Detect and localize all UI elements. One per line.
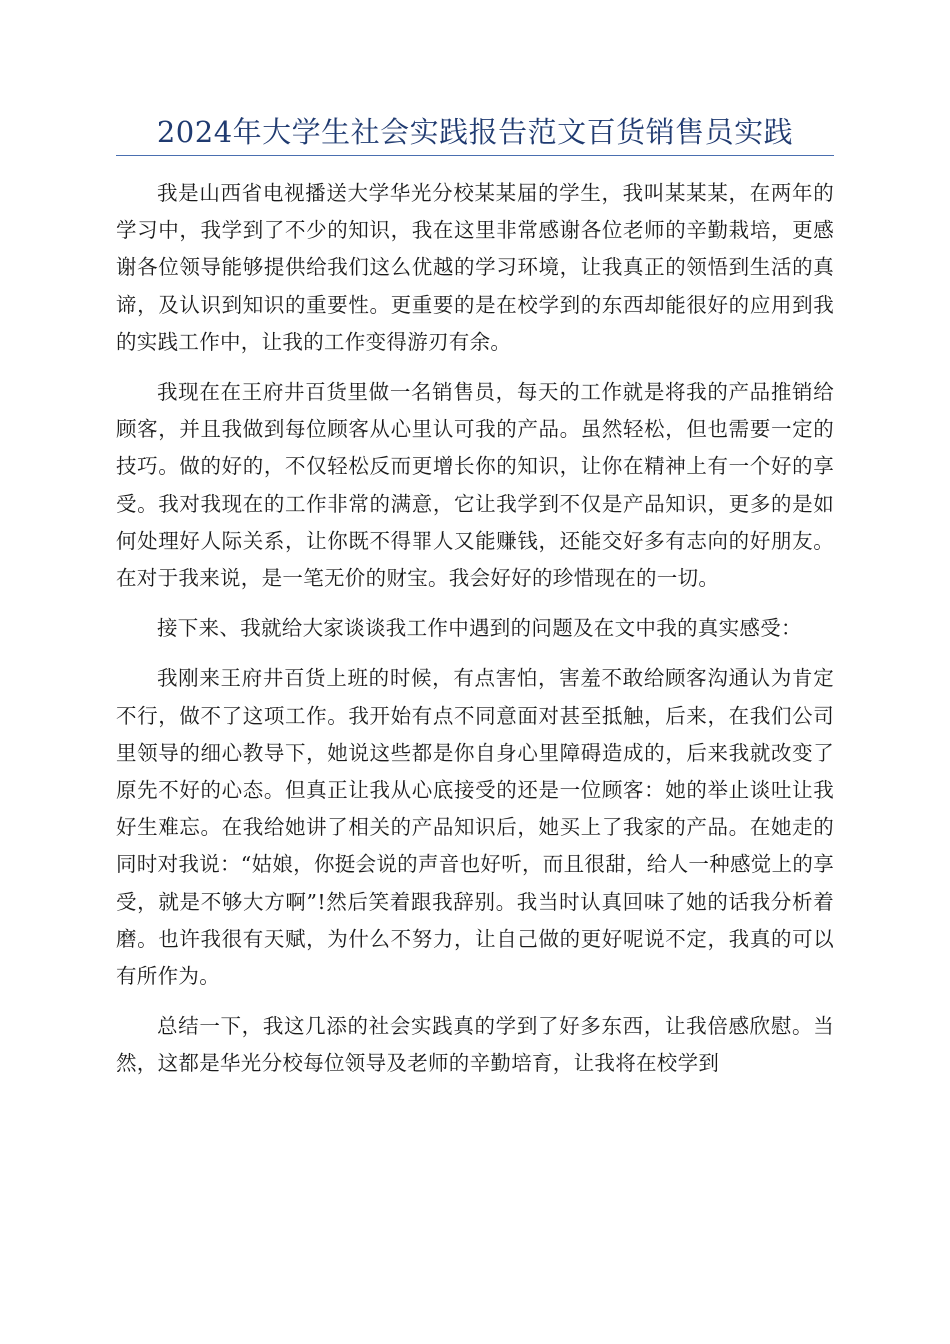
paragraph-1: 我是山西省电视播送大学华光分校某某届的学生，我叫某某某，在两年的学习中，我学到了不少的知识，我在这里非常感谢各位老师的辛勤栽培，更感谢各位领导能够提供给我们这么优越的学习环境，让我真正的领悟到生活的真谛，及认识到知识的重要性。更重要的是在校学到的东西却能很好的应用到我的实践工作中，让我的工作变得游刃有余。: [116, 181, 834, 354]
document-body: [116, 175, 834, 1096]
document-title: 2024年大学生社会实践报告范文百货销售员实践: [156, 115, 794, 149]
paragraph-3: 接下来、我就给大家谈谈我工作中遇到的问题及在文中我的真实感受：: [157, 616, 802, 641]
paragraph-2: 我现在在王府井百货里做一名销售员，每天的工作就是将我的产品推销给顾客，并且我做到每位顾客从心里认可我的产品。虽然轻松，但也需要一定的技巧。做的好的，不仅轻松反而更增长你的知识，让你在精神上有一个好的享受。我对我现在的工作非常的满意，它让我学到不仅是产品知识，更多的是如何处理好人际关系，让你既不得罪人又能赚钱，还能交好多有志向的好朋友。在对于我来说，是一笔无价的财宝。我会好好的珍惜现在的一切。: [116, 380, 834, 591]
title-underline: [116, 155, 834, 156]
paragraph-4: 我刚来王府井百货上班的时候，有点害怕，害羞不敢给顾客沟通认为肯定不行，做不了这项工作。我开始有点不同意面对甚至抵触，后来，在我们公司里领导的细心教导下，她说这些都是你自身心里障碍造成的，后来我就改变了原先不好的心态。但真正让我从心底接受的还是一位顾客：她的举止谈吐让我好生难忘。在我给她讲了相关的产品知识后，她买上了我家的产品。在她走的同时对我说：“姑娘，你挺会说的声音也好听，而且很甜，给人一种感觉上的享受，就是不够大方啊”!然后笑着跟我辞别。我当时认真回味了她的话我分析着磨。也许我很有天赋，为什么不努力，让自己做的更好呢说不定，我真的可以有所作为。: [116, 666, 834, 989]
paragraph-5: 总结一下，我这几添的社会实践真的学到了好多东西，让我倍感欣慰。当然，这都是华光分校每位领导及老师的辛勤培育，让我将在校学到: [116, 1014, 834, 1076]
